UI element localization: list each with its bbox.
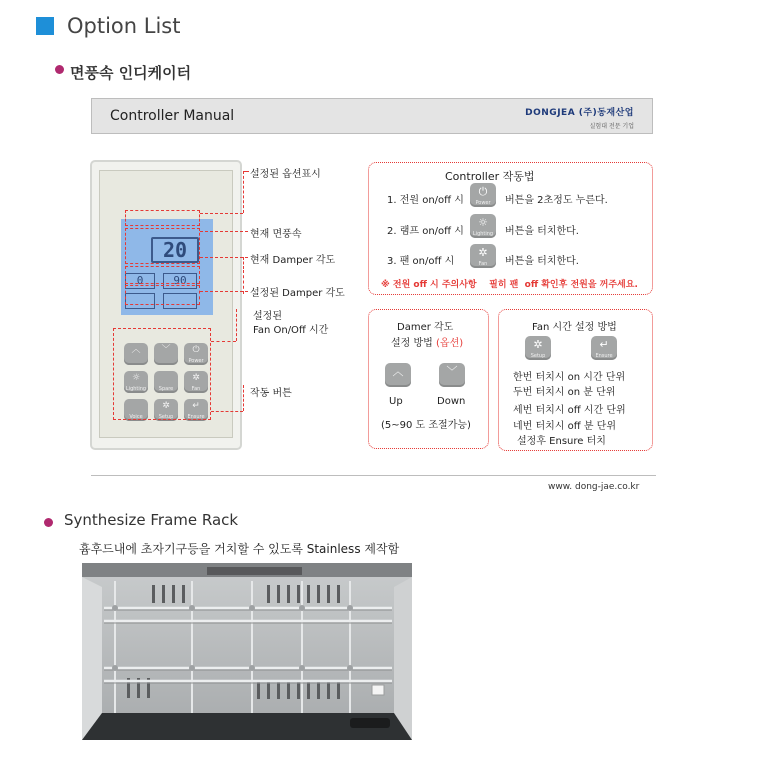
power-caption: Power [188, 358, 204, 364]
frame-rack-illustration [82, 563, 412, 740]
damper-up-label: Up [389, 396, 403, 407]
lcd-current-damper: 0 [125, 273, 155, 289]
company-logo [525, 105, 634, 130]
fan-icon: ✲ [192, 373, 200, 383]
frame-rack-photo [82, 563, 412, 740]
ensure-icon: ↵ [599, 338, 609, 351]
manual-header-bar [91, 98, 653, 134]
fan-time-box [498, 309, 653, 451]
operation-row-2-desc: 버튼을 터치한다. [505, 226, 579, 237]
power-icon: ⏻ [192, 345, 200, 355]
operation-warning: ※ 전원 off 시 주의사항 필히 팬 off 확인후 전원을 꺼주세요. [381, 280, 638, 290]
ensure-caption: Ensure [187, 414, 205, 420]
ensure-caption: Ensure [595, 353, 613, 359]
callout-line [200, 231, 248, 232]
power-caption: Power [475, 200, 491, 206]
fan-caption: Fan [191, 386, 201, 392]
damper-option: (옵션) [436, 338, 464, 349]
logo-text: DONGJEA (주)동재산업 [525, 108, 634, 118]
fan-time-line-2: 두번 터치시 on 분 단위 [513, 387, 616, 398]
fan-time-title: Fan 시간 설정 방법 [532, 322, 617, 333]
voice-caption: Voice [129, 414, 143, 420]
callout-line [243, 171, 249, 172]
damper-down-button-example [439, 363, 465, 387]
operation-row-1-label: 1. 전원 on/off 시 [387, 195, 464, 206]
lighting-caption: Lighting [472, 231, 494, 237]
damper-title-2: 설정 방법 [391, 338, 433, 349]
label-option-display: 설정된 옵션표시 [250, 169, 321, 180]
damper-box [368, 309, 489, 449]
lighting-caption: Lighting [125, 386, 147, 392]
setup-button-example [525, 336, 551, 360]
website-link[interactable]: www. dong-jae.co.kr [548, 482, 640, 492]
callout-line [243, 171, 244, 213]
setup-icon: ✲ [533, 338, 543, 351]
highlight-face-velocity [125, 228, 200, 264]
manual-title: Controller Manual [110, 108, 235, 124]
callout-line [243, 270, 244, 294]
setup-caption: Setup [158, 414, 174, 420]
header-square-icon [36, 17, 54, 35]
fan-icon: ✲ [478, 246, 488, 259]
setup-caption: Setup [530, 353, 546, 359]
callout-line [236, 309, 237, 341]
fan-time-line-4: 네번 터치시 off 분 단위 [513, 421, 617, 432]
label-face-velocity: 현재 면풍속 [250, 229, 302, 240]
ensure-icon: ↵ [192, 401, 200, 411]
section1-title: 면풍속 인디케이터 [70, 64, 192, 82]
bullet-icon [55, 65, 64, 74]
damper-down-label: Down [437, 396, 466, 407]
operation-title: Controller 작동법 [445, 170, 535, 183]
label-fan-time-2: Fan On/Off 시간 [253, 325, 329, 336]
label-fan-time-1: 설정된 [253, 311, 282, 322]
lighting-button-example [470, 214, 496, 238]
divider [91, 475, 656, 476]
operation-row-3-label: 3. 팬 on/off 시 [387, 256, 455, 267]
operation-row-2-label: 2. 램프 on/off 시 [387, 226, 464, 237]
damper-title-2-wrap [391, 334, 463, 349]
setup-icon: ✲ [162, 401, 170, 411]
fan-time-line-1: 한번 터치시 on 시간 단위 [513, 372, 626, 383]
label-current-damper: 현재 Damper 각도 [250, 255, 336, 266]
lcd-face-velocity: 20 [151, 237, 199, 263]
damper-up-button-example [385, 363, 411, 387]
highlight-buttons [113, 328, 211, 420]
down-icon: ﹀ [161, 345, 171, 355]
highlight-option-display [125, 210, 200, 226]
damper-title-1: Damer 각도 [397, 322, 454, 333]
callout-line [200, 213, 243, 214]
lighting-icon: ☼ [478, 216, 488, 229]
ensure-button-example [591, 336, 617, 360]
spare-caption: Spare [158, 386, 174, 392]
label-buttons: 작동 버튼 [250, 388, 292, 399]
logo-subtext: 실험대 전문 기업 [589, 123, 634, 130]
fan-button-example [470, 244, 496, 268]
highlight-damper [125, 266, 200, 284]
callout-line [200, 291, 248, 292]
highlight-fan-time [125, 285, 200, 305]
callout-line [243, 257, 244, 269]
operation-row-1-desc: 버튼을 2초정도 누른다. [505, 195, 608, 206]
damper-range: (5~90 도 조절가능) [381, 420, 471, 431]
section2-title: Synthesize Frame Rack [64, 511, 239, 529]
power-button-example [470, 183, 496, 207]
callout-line [211, 341, 236, 342]
label-set-damper: 설정된 Damper 각도 [250, 288, 345, 299]
section2-description: 흄후드내에 초자기구등을 거치할 수 있도록 Stainless 제작함 [79, 542, 400, 556]
callout-line [211, 411, 243, 412]
lighting-icon: ☼ [131, 373, 141, 383]
power-icon: ⏻ [478, 185, 488, 198]
up-icon: ︿ [392, 365, 404, 378]
lcd-set-damper: 90 [163, 273, 197, 289]
fan-caption: Fan [478, 261, 488, 267]
callout-line [243, 385, 244, 411]
callout-line [200, 257, 248, 258]
operation-box [368, 162, 653, 295]
bullet-icon [44, 518, 53, 527]
operation-row-3-desc: 버튼을 터치한다. [505, 256, 579, 267]
page-title: Option List [67, 14, 181, 38]
down-icon: ﹀ [446, 365, 458, 378]
fan-time-line-3: 세번 터치시 off 시간 단위 [513, 405, 626, 416]
fan-time-line-5: 설정후 Ensure 터치 [517, 436, 606, 447]
up-icon: ︿ [131, 345, 141, 355]
